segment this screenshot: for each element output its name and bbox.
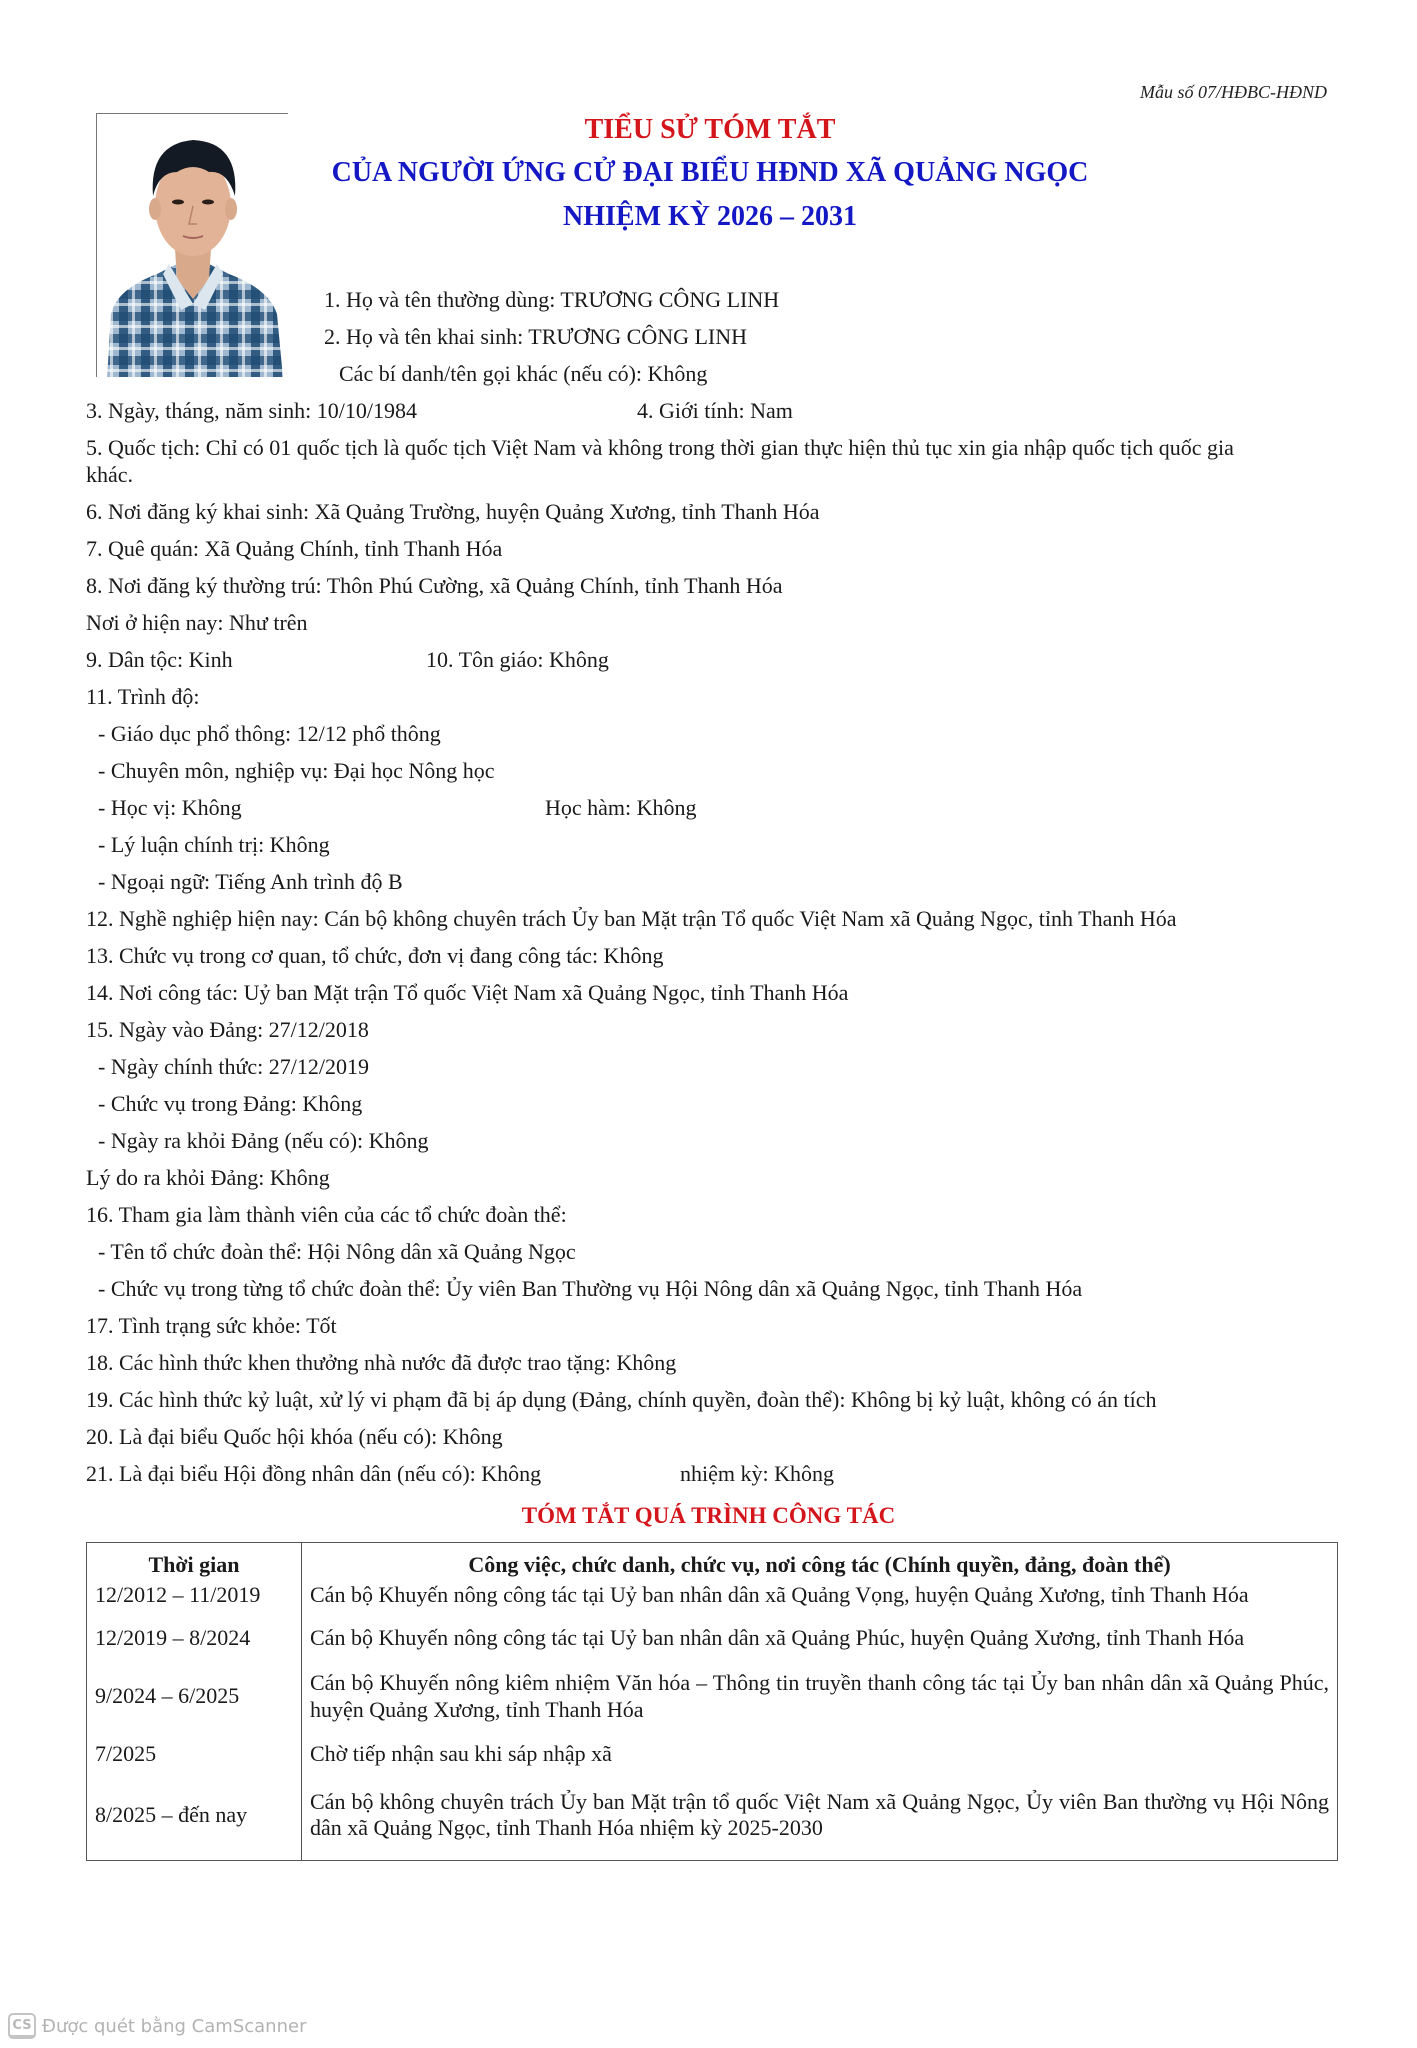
field-ethnicity: 9. Dân tộc: Kinh [86, 647, 233, 672]
field-common-name: 1. Họ và tên thường dùng: TRƯƠNG CÔNG LINH [324, 287, 780, 312]
field-party-leave-reason: Lý do ra khỏi Đảng: Không [86, 1165, 330, 1190]
column-header-period: Thời gian [87, 1543, 302, 1579]
period-cell: 8/2025 – đến nay [87, 1781, 302, 1861]
column-header-description: Công việc, chức danh, chức vụ, nơi công tác (Chính quyền, đảng, đoàn thể) [468, 1551, 1171, 1577]
camscanner-text: Được quét bằng CamScanner [42, 2015, 307, 2037]
description-cell: Cán bộ không chuyên trách Ủy ban Mặt trận tổ quốc Việt Nam xã Quảng Ngọc, Ủy viên Ban thường vụ Hội Nông dân xã Quảng Ngọc, tỉnh Thanh Hóa nhiệm kỳ 2025-2030 [310, 1788, 1329, 1841]
portrait-image [97, 114, 288, 377]
field-alias: Các bí danh/tên gọi khác (nếu có): Không [339, 361, 708, 386]
period-cell: 12/2019 – 8/2024 [87, 1613, 302, 1665]
description-cell: Cán bộ Khuyến nông công tác tại Uỷ ban nhân dân xã Quảng Vọng, huyện Quảng Xương, tỉnh Thanh Hóa [310, 1582, 1249, 1608]
field-peoples-council-term: nhiệm kỳ: Không [680, 1461, 834, 1486]
document-subtitle-line2: NHIỆM KỲ 2026 – 2031 [563, 201, 857, 232]
field-current-residence: Nơi ở hiện nay: Như trên [86, 610, 308, 635]
field-position: 13. Chức vụ trong cơ quan, tổ chức, đơn vị đang công tác: Không [86, 943, 664, 968]
field-date-of-birth: 3. Ngày, tháng, năm sinh: 10/10/1984 [86, 398, 417, 423]
table-header-row [87, 1543, 1338, 1579]
field-peoples-council: 21. Là đại biểu Hội đồng nhân dân (nếu có): Không [86, 1461, 542, 1486]
field-current-occupation: 12. Nghề nghiệp hiện nay: Cán bộ không chuyên trách Ủy ban Mặt trận Tổ quốc Việt Nam xã Quảng Ngọc, tỉnh Thanh Hóa [86, 906, 1177, 931]
work-history-title: TÓM TẮT QUÁ TRÌNH CÔNG TÁC [521, 1503, 896, 1528]
field-general-education: - Giáo dục phổ thông: 12/12 phổ thông [98, 721, 441, 746]
field-birth-registration: 6. Nơi đăng ký khai sinh: Xã Quảng Trường, huyện Quảng Xương, tỉnh Thanh Hóa [86, 499, 820, 524]
field-organization-role: - Chức vụ trong từng tổ chức đoàn thể: Ủy viên Ban Thường vụ Hội Nông dân xã Quảng Ngọc, tỉnh Thanh Hóa [98, 1276, 1083, 1301]
field-party-admission: 15. Ngày vào Đảng: 27/12/2018 [86, 1017, 369, 1042]
field-health: 17. Tình trạng sức khỏe: Tốt [86, 1313, 337, 1338]
field-education-heading: 11. Trình độ: [86, 684, 200, 709]
field-nationality-cont: khác. [86, 462, 134, 487]
description-cell: Cán bộ Khuyến nông kiêm nhiệm Văn hóa – Thông tin truyền thanh công tác tại Ủy ban nhân dân xã Quảng Phúc, huyện Quảng Xương, tỉnh Thanh Hóa [310, 1670, 1329, 1722]
period-cell: 12/2012 – 11/2019 [87, 1579, 302, 1613]
field-academic-title: Học hàm: Không [545, 795, 697, 820]
field-national-assembly: 20. Là đại biểu Quốc hội khóa (nếu có): Không [86, 1424, 503, 1449]
field-party-leave-date: - Ngày ra khỏi Đảng (nếu có): Không [98, 1128, 429, 1153]
form-code: Mẫu số 07/HĐBC-HĐND [1140, 82, 1327, 102]
field-professional-qualification: - Chuyên môn, nghiệp vụ: Đại học Nông học [98, 758, 495, 783]
field-workplace: 14. Nơi công tác: Uỷ ban Mặt trận Tổ quốc Việt Nam xã Quảng Ngọc, tỉnh Thanh Hóa [86, 980, 849, 1005]
field-academic-degree: - Học vị: Không [98, 795, 242, 820]
field-organizations-heading: 16. Tham gia làm thành viên của các tổ chức đoàn thể: [86, 1202, 567, 1227]
table-row [87, 1579, 1338, 1613]
camscanner-watermark [8, 2013, 306, 2039]
field-party-position: - Chức vụ trong Đảng: Không [98, 1091, 363, 1116]
field-organization-name: - Tên tổ chức đoàn thể: Hội Nông dân xã Quảng Ngọc [98, 1239, 576, 1264]
document-subtitle-line1: CỦA NGƯỜI ỨNG CỬ ĐẠI BIỂU HĐND XÃ QUẢNG NGỌC [331, 157, 1089, 188]
field-foreign-language: - Ngoại ngữ: Tiếng Anh trình độ B [98, 869, 403, 894]
field-birth-name: 2. Họ và tên khai sinh: TRƯƠNG CÔNG LINH [324, 324, 748, 349]
field-awards: 18. Các hình thức khen thưởng nhà nước đã được trao tặng: Không [86, 1350, 677, 1375]
field-religion: 10. Tôn giáo: Không [426, 647, 609, 672]
work-history-table [86, 1542, 1338, 1861]
field-gender: 4. Giới tính: Nam [637, 398, 793, 423]
description-cell: Chờ tiếp nhận sau khi sáp nhập xã [310, 1741, 612, 1767]
table-row [87, 1781, 1338, 1861]
document-title: TIỂU SỬ TÓM TẮT [584, 114, 836, 145]
camscanner-logo-icon: CS [8, 2013, 36, 2039]
field-political-theory: - Lý luận chính trị: Không [98, 832, 330, 857]
table-row [87, 1613, 1338, 1665]
field-party-official-date: - Ngày chính thức: 27/12/2019 [98, 1054, 369, 1079]
period-cell: 9/2024 – 6/2025 [87, 1665, 302, 1729]
field-nationality: 5. Quốc tịch: Chỉ có 01 quốc tịch là quốc tịch Việt Nam và không trong thời gian thực hiện thủ tục xin gia nhập quốc tịch quốc gia [86, 435, 1234, 460]
field-hometown: 7. Quê quán: Xã Quảng Chính, tỉnh Thanh Hóa [86, 536, 503, 561]
field-permanent-residence: 8. Nơi đăng ký thường trú: Thôn Phú Cường, xã Quảng Chính, tỉnh Thanh Hóa [86, 573, 783, 598]
table-row [87, 1729, 1338, 1781]
field-disciplinary: 19. Các hình thức kỷ luật, xử lý vi phạm đã bị áp dụng (Đảng, chính quyền, đoàn thể): Không bị kỷ luật, không có án tích [86, 1387, 1157, 1412]
candidate-photo [96, 113, 288, 377]
period-cell: 7/2025 [87, 1729, 302, 1781]
table-row [87, 1665, 1338, 1729]
description-cell: Cán bộ Khuyến nông công tác tại Uỷ ban nhân dân xã Quảng Phúc, huyện Quảng Xương, tỉnh Thanh Hóa [310, 1625, 1245, 1651]
